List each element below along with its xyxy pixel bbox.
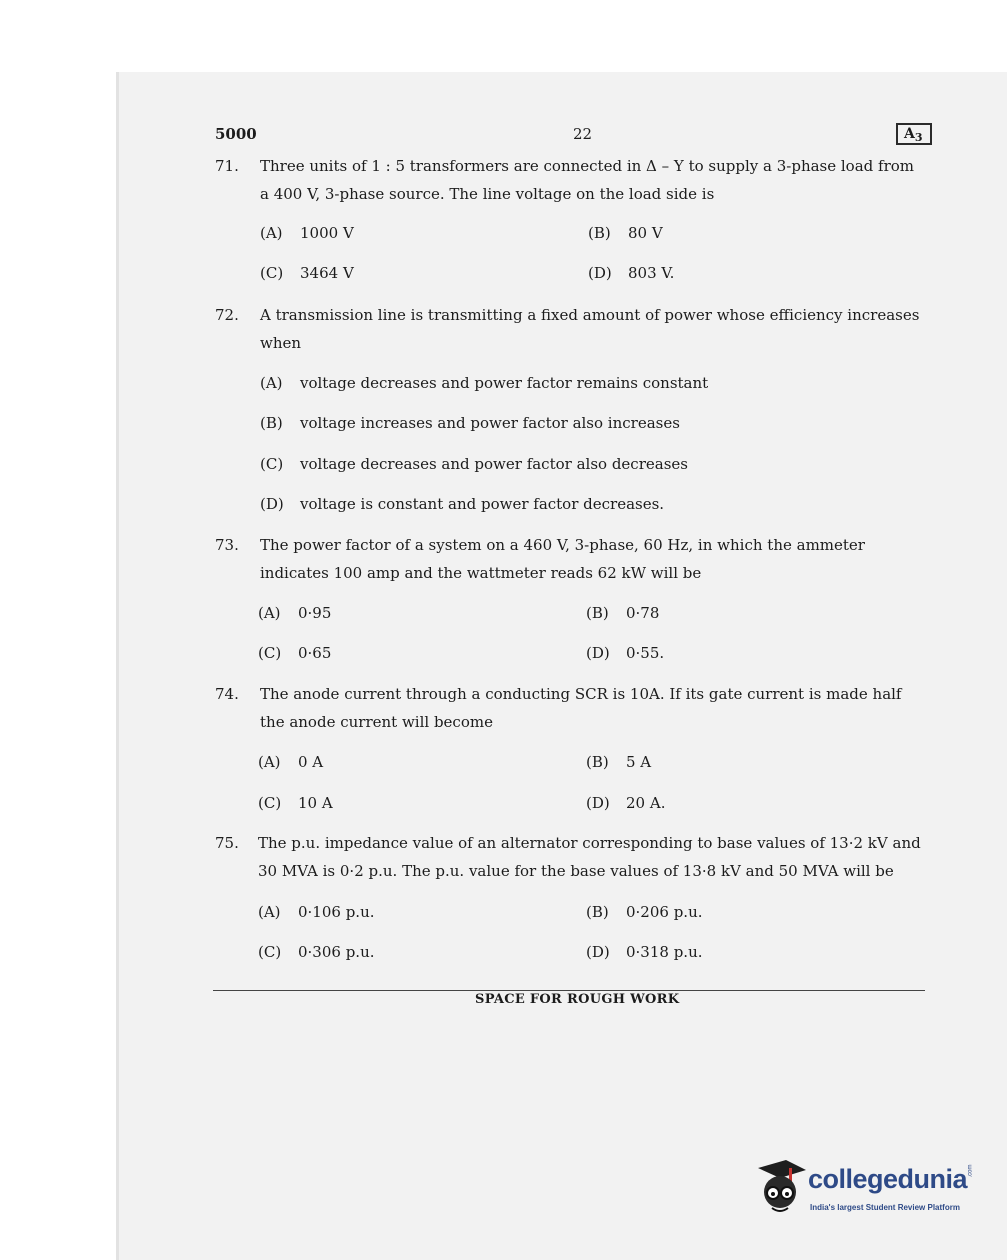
divider-line (213, 990, 925, 991)
option-letter: (D) (588, 264, 612, 282)
option-text: 0·95 (298, 604, 332, 622)
option-text: 803 V. (628, 264, 675, 282)
option-text: voltage decreases and power factor remains constant (300, 374, 709, 392)
option-letter: (A) (258, 753, 281, 771)
option-text: voltage increases and power factor also increases (300, 414, 680, 432)
option-text: 0·65 (298, 644, 332, 662)
option-72-d (260, 495, 664, 513)
option-73-a (258, 604, 331, 622)
mascot-icon (756, 1156, 808, 1220)
logo-domain: .com (967, 1164, 974, 1178)
question-number: 71. (215, 157, 239, 175)
question-73-line-2: indicates 100 amp and the wattmeter reads 62 kW will be (260, 564, 702, 582)
option-text: 20 A. (626, 794, 666, 812)
question-number: 75. (215, 834, 239, 852)
logo-wordmark: collegedunia (808, 1164, 968, 1194)
option-71-c (260, 264, 354, 282)
question-71-line-1: Three units of 1 : 5 transformers are connected in Δ – Y to supply a 3-phase load from (260, 157, 915, 175)
option-letter: (A) (260, 224, 283, 242)
option-text: 10 A (298, 794, 333, 812)
option-74-d (586, 794, 665, 812)
option-75-d (586, 943, 703, 961)
option-letter: (C) (258, 943, 282, 961)
option-letter: (B) (586, 753, 609, 771)
question-74-line-1: The anode current through a conducting SCR is 10A. If its gate current is made half (260, 685, 902, 703)
option-75-a (258, 903, 375, 921)
question-75-line-1: The p.u. impedance value of an alternator corresponding to base values of 13·2 kV and (258, 834, 921, 852)
collegedunia-logo[interactable] (756, 1156, 976, 1226)
option-letter: (B) (588, 224, 611, 242)
option-72-a (260, 374, 708, 392)
option-71-d (588, 264, 674, 282)
question-number: 72. (215, 306, 239, 324)
option-letter: (C) (258, 794, 282, 812)
option-71-b (588, 224, 663, 242)
option-text: 0·106 p.u. (298, 903, 375, 921)
option-73-b (586, 604, 659, 622)
option-71-a (260, 224, 354, 242)
option-73-d (586, 644, 664, 662)
option-72-c (260, 455, 688, 473)
option-letter: (B) (260, 414, 283, 432)
option-letter: (D) (586, 794, 610, 812)
option-text: 0 A (298, 753, 324, 771)
option-74-b (586, 753, 651, 771)
option-text: 0·206 p.u. (626, 903, 703, 921)
option-74-a (258, 753, 323, 771)
option-text: 80 V (628, 224, 663, 242)
option-letter: (C) (260, 455, 284, 473)
option-73-c (258, 644, 331, 662)
option-letter: (B) (586, 604, 609, 622)
option-text: 0·318 p.u. (626, 943, 703, 961)
option-text: 1000 V (300, 224, 354, 242)
question-73-line-1: The power factor of a system on a 460 V, 3-phase, 60 Hz, in which the ammeter (260, 536, 865, 554)
option-text: 0·55. (626, 644, 665, 662)
option-74-c (258, 794, 333, 812)
option-75-c (258, 943, 375, 961)
option-letter: (C) (258, 644, 282, 662)
option-text: 5 A (626, 753, 652, 771)
option-letter: (C) (260, 264, 284, 282)
scanned-page (116, 72, 1007, 1260)
question-74-line-2: the anode current will become (260, 713, 493, 731)
page-edge (116, 72, 119, 1260)
option-letter: (A) (260, 374, 283, 392)
question-number: 73. (215, 536, 239, 554)
option-text: 3464 V (300, 264, 354, 282)
option-72-b (260, 414, 680, 432)
question-72-line-2: when (260, 334, 302, 352)
option-letter: (D) (260, 495, 284, 513)
option-letter: (A) (258, 903, 281, 921)
option-text: 0·306 p.u. (298, 943, 375, 961)
page-number: 22 (573, 125, 593, 143)
series-box (896, 123, 932, 145)
option-75-b (586, 903, 703, 921)
question-75-line-2: 30 MVA is 0·2 p.u. The p.u. value for the base values of 13·8 kV and 50 MVA will be (258, 862, 894, 880)
option-letter: (D) (586, 943, 610, 961)
rough-work-label: SPACE FOR ROUGH WORK (475, 992, 680, 1007)
option-text: voltage decreases and power factor also decreases (300, 455, 688, 473)
option-text: 0·78 (626, 604, 660, 622)
booklet-code: 5000 (215, 125, 257, 143)
logo-tagline: India's largest Student Review Platform (810, 1203, 960, 1212)
question-72-line-1: A transmission line is transmitting a fixed amount of power whose efficiency increases (260, 306, 920, 324)
question-71-line-2: a 400 V, 3-phase source. The line voltage on the load side is (260, 185, 715, 203)
series-number: 3 (914, 131, 923, 144)
option-letter: (D) (586, 644, 610, 662)
option-text: voltage is constant and power factor decreases. (300, 495, 665, 513)
question-number: 74. (215, 685, 239, 703)
option-letter: (B) (586, 903, 609, 921)
option-letter: (A) (258, 604, 281, 622)
series-letter: A (904, 126, 915, 142)
